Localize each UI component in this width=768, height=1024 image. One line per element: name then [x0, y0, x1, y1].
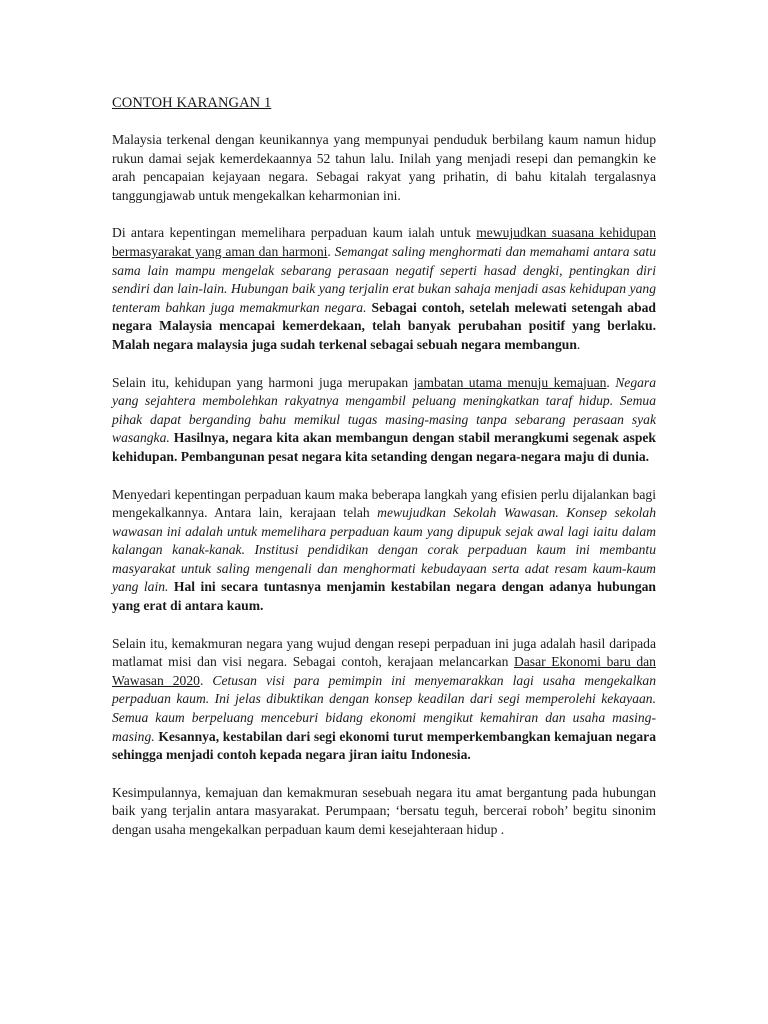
paragraph	[112, 374, 656, 467]
text-segment-underline: jambatan utama menuju kemajuan	[413, 374, 607, 390]
text-segment-italic: Semangat saling menghormati dan memahami antara satu sama lain mampu mengelak sebarang perasaan negatif seperti hasad dengki, pentingkan diri sendiri dan lain-lain. Hubungan baik yang terjalin erat bukan sahaja menjadi asas kehidupan yang tenteram bahkan juga memakmurkan negara.	[112, 243, 656, 315]
text-segment-plain: .	[327, 243, 335, 259]
text-segment-bold: Hal ini secara tuntasnya menjamin kestabilan negara dengan adanya hubungan yang erat di antara kaum.	[112, 579, 656, 614]
text-segment-plain: .	[199, 672, 213, 688]
document-body	[112, 131, 656, 840]
text-segment-plain: .	[606, 374, 616, 390]
text-segment-plain: Menyedari kepentingan perpaduan kaum maka beberapa langkah yang efisien perlu dijalankan bagi mengekalkannya. Antara lain, kerajaan telah	[112, 486, 656, 521]
paragraph	[112, 224, 656, 354]
text-segment-bold: Kesannya, kestabilan dari segi ekonomi turut memperkembangkan kemajuan negara sehingga menjadi contoh kepada negara jiran iaitu Indonesia.	[112, 728, 656, 763]
text-segment-plain: Selain itu, kehidupan yang harmoni juga merupakan	[112, 374, 414, 390]
text-segment-bold: Hasilnya, negara kita akan membangun dengan stabil merangkumi segenak aspek kehidupan. Pembangunan pesat negara kita setanding dengan negara-negara maju di dunia.	[112, 430, 656, 464]
text-segment-italic: mewujudkan Sekolah Wawasan. Konsep sekolah wawasan ini adalah untuk memelihara perpaduan kaum yang dipupuk sejak awal lagi iaitu dalam kalangan kanak-kanak. Institusi pendidikan dengan corak perpaduan kaum ini membantu masyarakat untuk saling mengenali dan menghormati kebudayaan serta adat resam kaum-kaum yang lain.	[112, 505, 657, 595]
paragraph	[112, 784, 656, 840]
text-segment-italic: Negara yang sejahtera membolehkan rakyatnya mengambil peluang meningkatkan taraf hidup. Semua pihak dapat berganding bahu memikul tugas masing-masing tanpa sebarang perasaan syak wasangka.	[112, 374, 656, 446]
text-segment-plain: Malaysia terkenal dengan keunikannya yang mempunyai penduduk berbilang kaum namun hidup rukun damai sejak kemerdekaannya 52 tahun lalu. Inilah yang menjadi resepi dan pemangkin ke arah pencapaian kejayaan negara. Sebagai rakyat yang prihatin, di bahu kitalah tergalasnya tanggungjawab untuk mengekalkan keharmonian ini.	[112, 132, 656, 203]
text-segment-plain: .	[576, 336, 581, 352]
paragraph	[112, 635, 656, 765]
paragraph	[112, 486, 656, 616]
text-segment-underline: Dasar Ekonomi baru dan Wawasan 2020	[112, 654, 656, 688]
text-segment-bold: Sebagai contoh, setelah melewati setengah abad negara Malaysia mencapai kemerdekaan, telah banyak perubahan positif yang berlaku. Malah negara malaysia juga sudah terkenal sebagai sebuah negara membangun	[112, 299, 656, 352]
document-title: CONTOH KARANGAN 1	[112, 95, 272, 111]
paragraph	[112, 131, 656, 205]
text-segment-plain: Di antara kepentingan memelihara perpaduan kaum ialah untuk	[112, 225, 477, 241]
text-segment-plain: Kesimpulannya, kemajuan dan kemakmuran sesebuah negara itu amat bergantung pada hubungan baik yang terjalin antara masyarakat. Perumpaan; ‘bersatu teguh, bercerai roboh’ begitu sinonim dengan usaha mengekalkan perpaduan kaum demi kesejahteraan hidup .	[112, 784, 656, 837]
text-segment-plain: Selain itu, kemakmuran negara yang wujud dengan resepi perpaduan ini juga adalah hasil daripada matlamat misi dan visi negara. Sebagai contoh, kerajaan melancarkan	[112, 635, 656, 670]
text-segment-underline: mewujudkan suasana kehidupan bermasyarakat yang aman dan harmoni	[112, 225, 656, 259]
text-segment-italic: Cetusan visi para pemimpin ini menyemarakkan lagi usaha mengekalkan perpaduan kaum. Ini jelas dibuktikan dengan konsep keadilan dari segi memperolehi kekayaan. Semua kaum berpeluang menceburi bidang ekonomi mengikut kemahiran dan usaha masing-masing.	[112, 672, 656, 744]
